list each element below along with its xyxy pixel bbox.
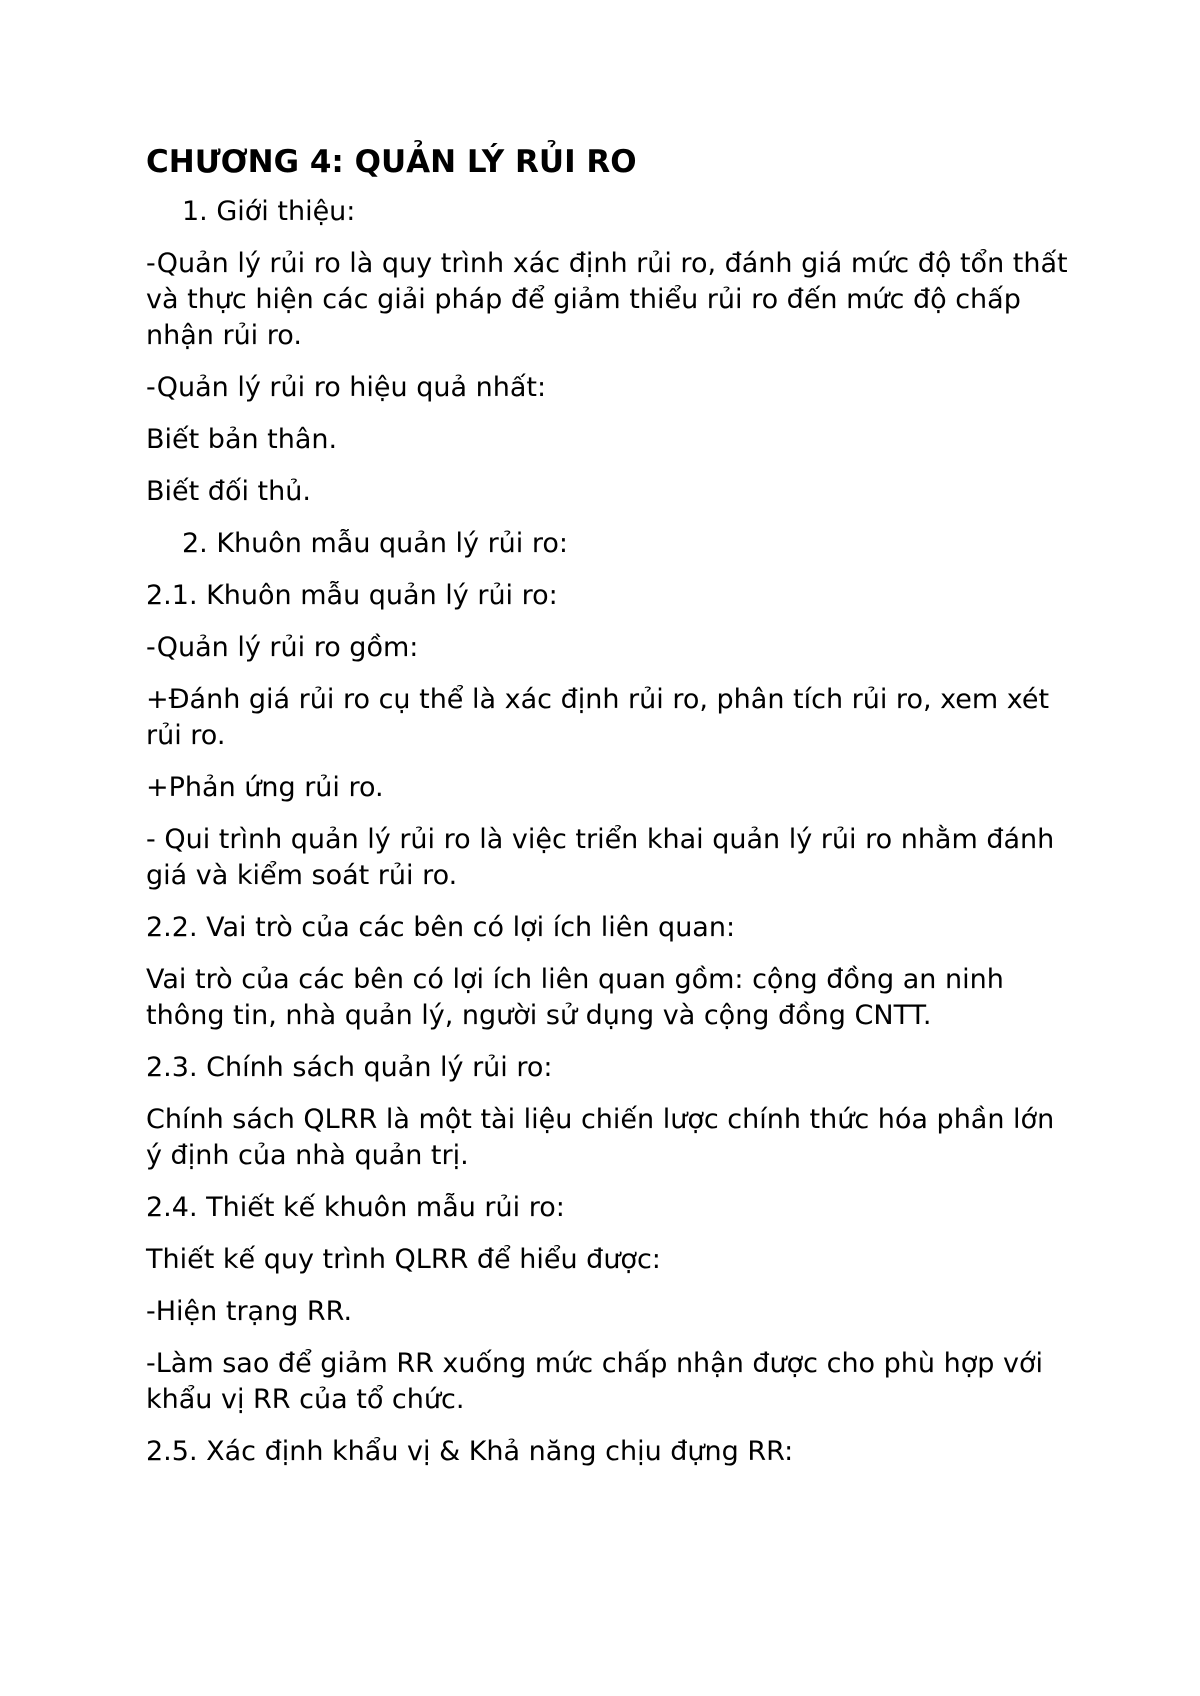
subsection-heading: 2.4. Thiết kế khuôn mẫu rủi ro:	[146, 1192, 565, 1223]
paragraph: - Qui trình quản lý rủi ro là việc triển khai quản lý rủi ro nhằm đánh giá và kiểm soát rủi ro.	[146, 824, 1055, 891]
subsection-heading: 2.3. Chính sách quản lý rủi ro:	[146, 1052, 553, 1083]
chapter-title: CHƯƠNG 4: QUẢN LÝ RỦI RO	[146, 144, 637, 180]
paragraph: Vai trò của các bên có lợi ích liên quan gồm: cộng đồng an ninh thông tin, nhà quản lý, người sử dụng và cộng đồng CNTT.	[146, 964, 1004, 1031]
paragraph: -Làm sao để giảm RR xuống mức chấp nhận được cho phù hợp với khẩu vị RR của tổ chức.	[146, 1348, 1043, 1415]
paragraph: -Quản lý rủi ro là quy trình xác định rủi ro, đánh giá mức độ tổn thất và thực hiện các giải pháp để giảm thiểu rủi ro đến mức độ chấp nhận rủi ro.	[146, 248, 1068, 351]
subsection-heading: 2.1. Khuôn mẫu quản lý rủi ro:	[146, 580, 558, 611]
paragraph: -Quản lý rủi ro gồm:	[146, 632, 419, 663]
section-heading-intro: 1. Giới thiệu:	[182, 196, 356, 227]
paragraph: Biết đối thủ.	[146, 476, 311, 507]
document-body	[146, 138, 1076, 1486]
paragraph: Chính sách QLRR là một tài liệu chiến lược chính thức hóa phần lớn ý định của nhà quản trị.	[146, 1104, 1055, 1171]
paragraph: -Hiện trạng RR.	[146, 1296, 353, 1327]
paragraph: Biết bản thân.	[146, 424, 338, 455]
section-heading-framework: 2. Khuôn mẫu quản lý rủi ro:	[182, 528, 569, 559]
subsection-heading: 2.2. Vai trò của các bên có lợi ích liên quan:	[146, 912, 736, 943]
subsection-heading: 2.5. Xác định khẩu vị & Khả năng chịu đựng RR:	[146, 1436, 794, 1467]
paragraph: +Phản ứng rủi ro.	[146, 772, 384, 803]
paragraph: Thiết kế quy trình QLRR để hiểu được:	[146, 1244, 661, 1275]
paragraph: +Đánh giá rủi ro cụ thể là xác định rủi ro, phân tích rủi ro, xem xét rủi ro.	[146, 684, 1050, 751]
paragraph: -Quản lý rủi ro hiệu quả nhất:	[146, 372, 547, 403]
